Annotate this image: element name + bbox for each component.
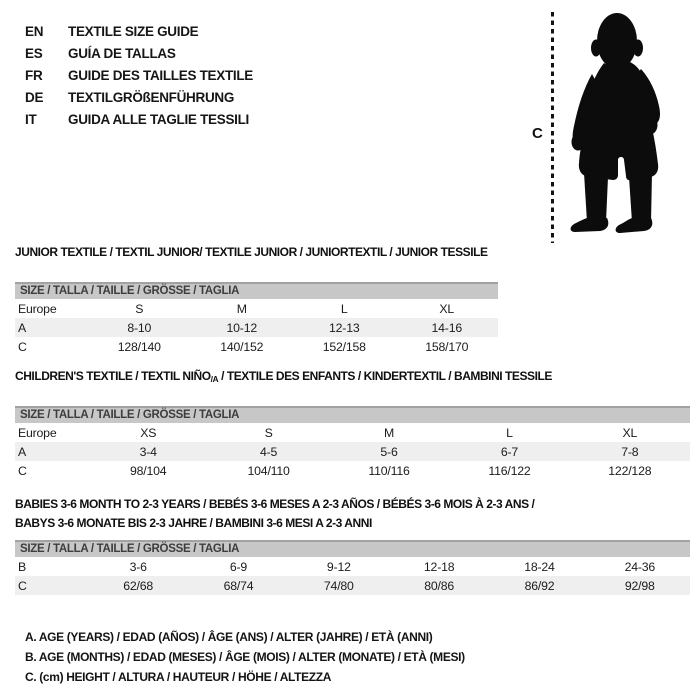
language-row-en	[25, 20, 253, 42]
height-measure-label: C	[532, 125, 543, 142]
col-header: L	[506, 425, 513, 440]
table-row	[15, 461, 690, 480]
language-code: EN	[25, 23, 44, 39]
cell-value: 74/80	[323, 578, 354, 593]
cell-value: 80/86	[424, 578, 455, 593]
language-row-fr	[25, 64, 253, 86]
legend-line-c: C. (cm) HEIGHT / ALTURA / HAUTEUR / HÖHE / ALTEZZA	[25, 670, 332, 684]
col-header: S	[264, 425, 273, 440]
col-header: L	[340, 301, 348, 316]
row-label: A	[18, 444, 27, 459]
cell-value: 128/140	[117, 339, 161, 354]
babies-size-header-bar: SIZE / TALLA / TAILLE / GRÖSSE / TAGLIA	[15, 540, 690, 557]
language-row-it	[25, 108, 253, 130]
babies-table-title-line2: BABYS 3-6 MONATE BIS 2-3 JAHRE / BAMBINI 3-6 MESI A 2-3 ANNI	[15, 516, 372, 530]
cell-value: 86/92	[524, 578, 555, 593]
cell-value: 8-10	[127, 320, 152, 335]
babies-table-title-line1: BABIES 3-6 MONTH TO 2-3 YEARS / BEBÉS 3-6 MESES A 2-3 AÑOS / BÉBÉS 3-6 MOIS À 2-3 ANS /	[15, 497, 535, 511]
language-code: IT	[25, 111, 37, 127]
row-label: C	[18, 339, 27, 354]
cell-value: 12-18	[423, 559, 455, 574]
cell-value: 4-5	[260, 444, 278, 459]
table-row	[15, 299, 498, 318]
table-row	[15, 576, 690, 595]
table-row	[15, 557, 690, 576]
col-header: S	[135, 301, 144, 316]
cell-value: 140/152	[220, 339, 264, 354]
table-row	[15, 337, 498, 356]
language-code: DE	[25, 89, 44, 105]
table-row	[15, 423, 690, 442]
cell-value: 18-24	[524, 559, 555, 574]
cell-value: 9-12	[326, 559, 351, 574]
cell-value: 7-8	[621, 444, 639, 459]
cell-value: 10-12	[226, 320, 257, 335]
cell-value: 122/128	[608, 463, 652, 478]
title-subscript: /A	[210, 374, 219, 384]
cell-value: 104/110	[247, 463, 290, 478]
cell-value: 110/116	[368, 463, 410, 478]
language-title: GUIDE DES TAILLES TEXTILE	[68, 67, 254, 83]
table-row	[15, 318, 498, 337]
childrens-textile-table	[15, 370, 690, 480]
junior-size-header-bar: SIZE / TALLA / TAILLE / GRÖSSE / TAGLIA	[15, 282, 498, 299]
cell-value: 152/158	[322, 339, 366, 354]
cell-value: 116/122	[488, 463, 531, 478]
cell-value: 98/104	[129, 463, 167, 478]
row-label: B	[18, 559, 27, 574]
babies-textile-table	[15, 495, 690, 595]
junior-table-title: JUNIOR TEXTILE / TEXTIL JUNIOR/ TEXTILE JUNIOR / JUNIORTEXTIL / JUNIOR TESSILE	[15, 245, 488, 259]
language-title-list	[25, 20, 253, 130]
cell-value: 6-7	[500, 444, 519, 459]
junior-textile-table	[15, 246, 498, 356]
cell-value: 68/74	[223, 578, 254, 593]
legend-line-a: A. AGE (YEARS) / EDAD (AÑOS) / ÂGE (ANS) / ALTER (JAHRE) / ETÀ (ANNI)	[25, 630, 433, 644]
language-code: ES	[25, 45, 43, 61]
cell-value: 24-36	[624, 559, 656, 574]
col-header: M	[383, 425, 395, 440]
row-label: Europe	[18, 425, 57, 440]
row-label: A	[18, 320, 27, 335]
row-label: C	[18, 463, 27, 478]
childrens-size-header-bar: SIZE / TALLA / TAILLE / GRÖSSE / TAGLIA	[15, 406, 690, 423]
col-header: M	[236, 301, 247, 316]
table-row	[15, 442, 690, 461]
cell-value: 5-6	[380, 444, 398, 459]
cell-value: 158/170	[425, 339, 469, 354]
language-code: FR	[25, 67, 43, 83]
cell-value: 62/68	[123, 578, 154, 593]
language-title: GUIDA ALLE TAGLIE TESSILI	[68, 111, 249, 127]
title-text: CHILDREN'S TEXTILE / TEXTIL NIÑO	[15, 369, 211, 383]
col-header: XS	[140, 425, 157, 440]
cell-value: 14-16	[431, 320, 462, 335]
legend-line-b: B. AGE (MONTHS) / EDAD (MESES) / ÂGE (MOIS) / ALTER (MONATE) / ETÀ (MESI)	[25, 650, 465, 664]
toddler-silhouette	[558, 8, 690, 248]
col-header: XL	[439, 301, 455, 316]
height-measure-dashed-line	[551, 12, 554, 243]
title-text: / TEXTILE DES ENFANTS / KINDERTEXTIL / BAMBINI TESSILE	[218, 369, 552, 383]
language-title: TEXTILGRÖßENFÜHRUNG	[68, 89, 235, 105]
cell-value: 3-4	[139, 444, 157, 459]
language-title: TEXTILE SIZE GUIDE	[68, 23, 199, 39]
language-title: GUÍA DE TALLAS	[68, 45, 176, 61]
cell-value: 6-9	[229, 559, 248, 574]
measure-legend	[25, 627, 465, 687]
row-label: C	[18, 578, 27, 593]
cell-value: 12-13	[329, 320, 360, 335]
language-row-de	[25, 86, 253, 108]
childrens-table-title	[15, 370, 690, 386]
row-label: Europe	[18, 301, 57, 316]
language-row-es	[25, 42, 253, 64]
col-header: XL	[622, 425, 638, 440]
cell-value: 92/98	[624, 578, 655, 593]
cell-value: 3-6	[129, 559, 147, 574]
